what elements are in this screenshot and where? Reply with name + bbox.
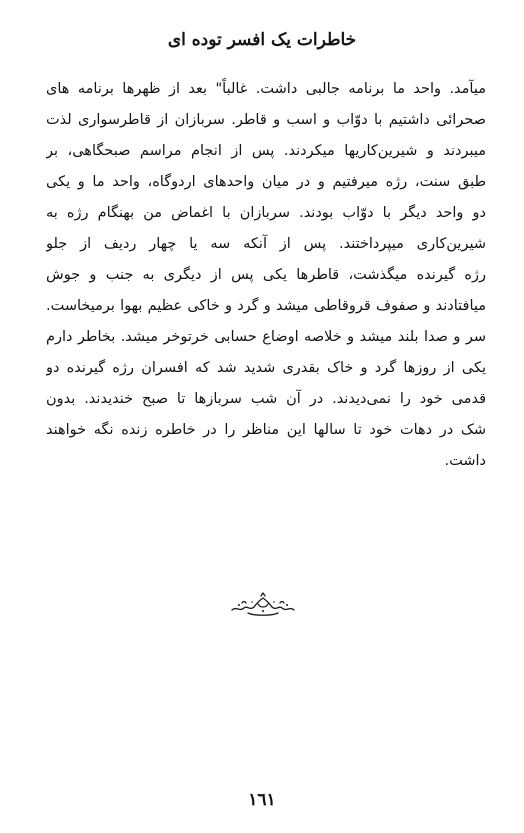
text-line: شیرین‌کاری میپرداختند. پس از آنکه سه یا چهار ردیف از جلو	[46, 236, 486, 252]
text-line: داشت.	[444, 453, 486, 469]
calligraphy-ornament-icon	[230, 592, 296, 618]
text-line: صحرائی داشتیم با دوّاب و اسب و قاطر. سربازان از قاطرسواری لذت	[46, 112, 486, 128]
running-head: خاطرات یک افسر توده ای	[167, 30, 357, 50]
paragraph	[46, 74, 486, 477]
text-line: قدمی خود را نمی‌دیدند. در آن شب سربازها تا صبح خندیدند. بدون	[46, 391, 486, 407]
page-number: ١٦١	[248, 790, 276, 810]
text-line: میبردند و شیرین‌کاریها میکردند. پس از انجام مراسم صبحگاهی، بر	[46, 143, 486, 159]
text-line: رژه گیرنده میگذشت، قاطرها یکی پس از دیگری به جنب و جوش	[46, 267, 486, 283]
text-line: طبق سنت، رژه میرفتیم و در میان واحدهای اردوگاه، واحد ما و یکی	[46, 174, 486, 190]
text-line: میافتادند و صفوف قروقاطی میشد و گرد و خاکی عظیم بهوا برمیخاست.	[46, 298, 486, 314]
text-line: یکی از روزها گرد و خاک بقدری شدید شد که افسران رژه گیرنده دو	[46, 360, 486, 376]
text-line: شک در دهات خود تا سالها این مناظر را در خاطره زنده نگه خواهند	[46, 422, 486, 438]
text-line: دو واحد دیگر با دوّاب بودند. سربازان با اغماض من بهنگام رژه به	[46, 205, 486, 221]
text-line: سر و صدا بلند میشد و خلاصه اوضاع حسابی خرتوخر میشد. بخاطر دارم	[46, 329, 486, 345]
text-line: میآمد. واحد ما برنامه جالبی داشت. غالباً" بعد از ظهرها برنامه های	[46, 81, 486, 97]
